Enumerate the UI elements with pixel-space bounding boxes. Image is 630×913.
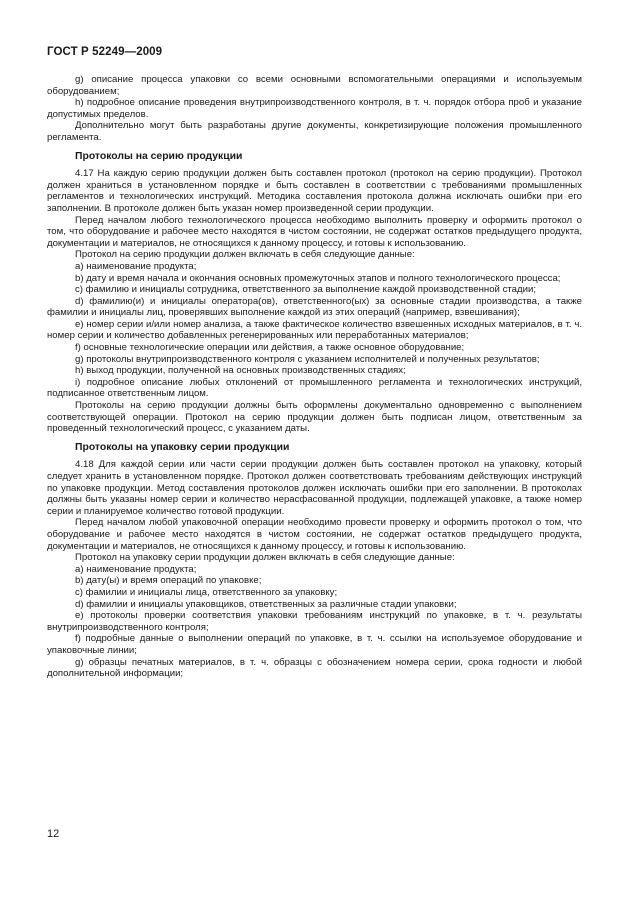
paragraph: Перед началом любой упаковочной операции необходимо провести проверку и оформить протокол о том, что оборудование и рабочее место находятся в чистом состоянии, не содержат остатков предыдущего продукта, документации и материалов, не относящихся к данному процессу, и готовы к использованию.: [47, 517, 582, 552]
list-item: g) образцы печатных материалов, в т. ч. образцы с обозначением номера серии, срока годности и любой дополнительной информации;: [47, 656, 582, 680]
paragraph: h) подробное описание проведения внутрипроизводственного контроля, в т. ч. порядок отбора проб и указание допустимых пределов.: [47, 97, 582, 120]
paragraph: Протоколы на серию продукции должны быть оформлены документально одновременно с выполнением соответствующей операции. Протокол на серию продукции должен быть подписан лицом, ответственным за проведенный технологический процесс, с указанием даты.: [47, 400, 582, 435]
list-item: e) протоколы проверки соответствия упаковки требованиям инструкций по упаковке, в т. ч. результаты внутрипроизводственного контроля;: [47, 610, 582, 633]
list-item: b) дату и время начала и окончания основных промежуточных этапов и полного технологического процесса;: [75, 272, 561, 284]
paragraph: 4.17 На каждую серию продукции должен быть составлен протокол (протокол на серию продукции). Протокол должен храниться в установленном порядке и быть составлен в соответствии с требованиями промышленных регламентов и технологических инструкций. Методика составления протокола должна исключать ошибки при его заполнении. В протоколе должен быть указан номер произведенной серии продукции.: [47, 168, 582, 214]
page-number: 12: [47, 828, 60, 840]
paragraph: g) описание процесса упаковки со всеми основными вспомогательными операциями и используемым оборудованием;: [47, 74, 582, 97]
paragraph: Перед началом любого технологического процесса необходимо выполнить проверку и оформить протокол о том, что оборудование и рабочее место находятся в чистом состоянии, не содержат остатков предыдущего продукта, документации и материалов, не относящихся к данному процессу, и готовы к использованию.: [47, 214, 582, 249]
list-item: d) фамилии и инициалы упаковщиков, ответственных за различные стадии упаковки;: [75, 598, 457, 610]
section-heading: Протоколы на упаковку серии продукции: [75, 441, 290, 453]
list-item: e) номер серии и/или номер анализа, а также фактическое количество взвешенных исходных материалов, в т. ч. номер серии и количество добавленных регенерированных или переработанных материалов;: [47, 318, 582, 342]
list-item: i) подробное описание любых отклонений от промышленного регламента и технологических инструкций, подписанное ответственным лицом.: [47, 376, 582, 400]
list-item: d) фамилию(и) и инициалы оператора(ов), ответственного(ых) за основные стадии производства, а также фамилии и инициалы лиц, проверявших выполнение каждой из этих операций (например, взвешивания);: [47, 295, 582, 319]
paragraph: Дополнительно могут быть разработаны другие документы, конкретизирующие положения промышленного регламента.: [47, 120, 582, 143]
list-item: b) дату(ы) и время операций по упаковке;: [75, 575, 262, 587]
list-item: a) наименование продукта;: [75, 563, 197, 575]
document-header: ГОСТ Р 52249—2009: [47, 46, 163, 58]
list-item: f) подробные данные о выполнении операций по упаковке, в т. ч. ссылки на используемое оборудование и упаковочные линии;: [47, 633, 582, 656]
paragraph: 4.18 Для каждой серии или части серии продукции должен быть составлен протокол на упаковку, который следует хранить в установленном порядке. Протокол должен соответствовать требованиям действующих инструкций по упаковке продукции. Метод составления протоколов должен исключать ошибки при его заполнении. В протоколах должны быть указаны номер серии и количество нерасфасованной продукции, подлежащей упаковке, а также номер серии и планируемое количество готовой продукции.: [47, 459, 582, 517]
list-item: a) наименование продукта;: [75, 260, 197, 272]
section-heading: Протоколы на серию продукции: [75, 150, 243, 162]
paragraph: Протокол на серию продукции должен включать в себя следующие данные:: [75, 249, 415, 261]
paragraph: Протокол на упаковку серии продукции должен включать в себя следующие данные:: [75, 552, 455, 564]
list-item: c) фамилию и инициалы сотрудника, ответственного за выполнение каждой производственной стадии;: [75, 284, 536, 296]
list-item: h) выход продукции, полученной на основных производственных стадиях;: [75, 365, 406, 377]
list-item: f) основные технологические операции или действия, а также основное оборудование;: [75, 342, 465, 354]
list-item: c) фамилии и инициалы лица, ответственного за упаковку;: [75, 586, 338, 598]
list-item: g) протоколы внутрипроизводственного контроля с указанием исполнителей и полученных результатов;: [75, 353, 540, 365]
document-body: [47, 74, 582, 680]
